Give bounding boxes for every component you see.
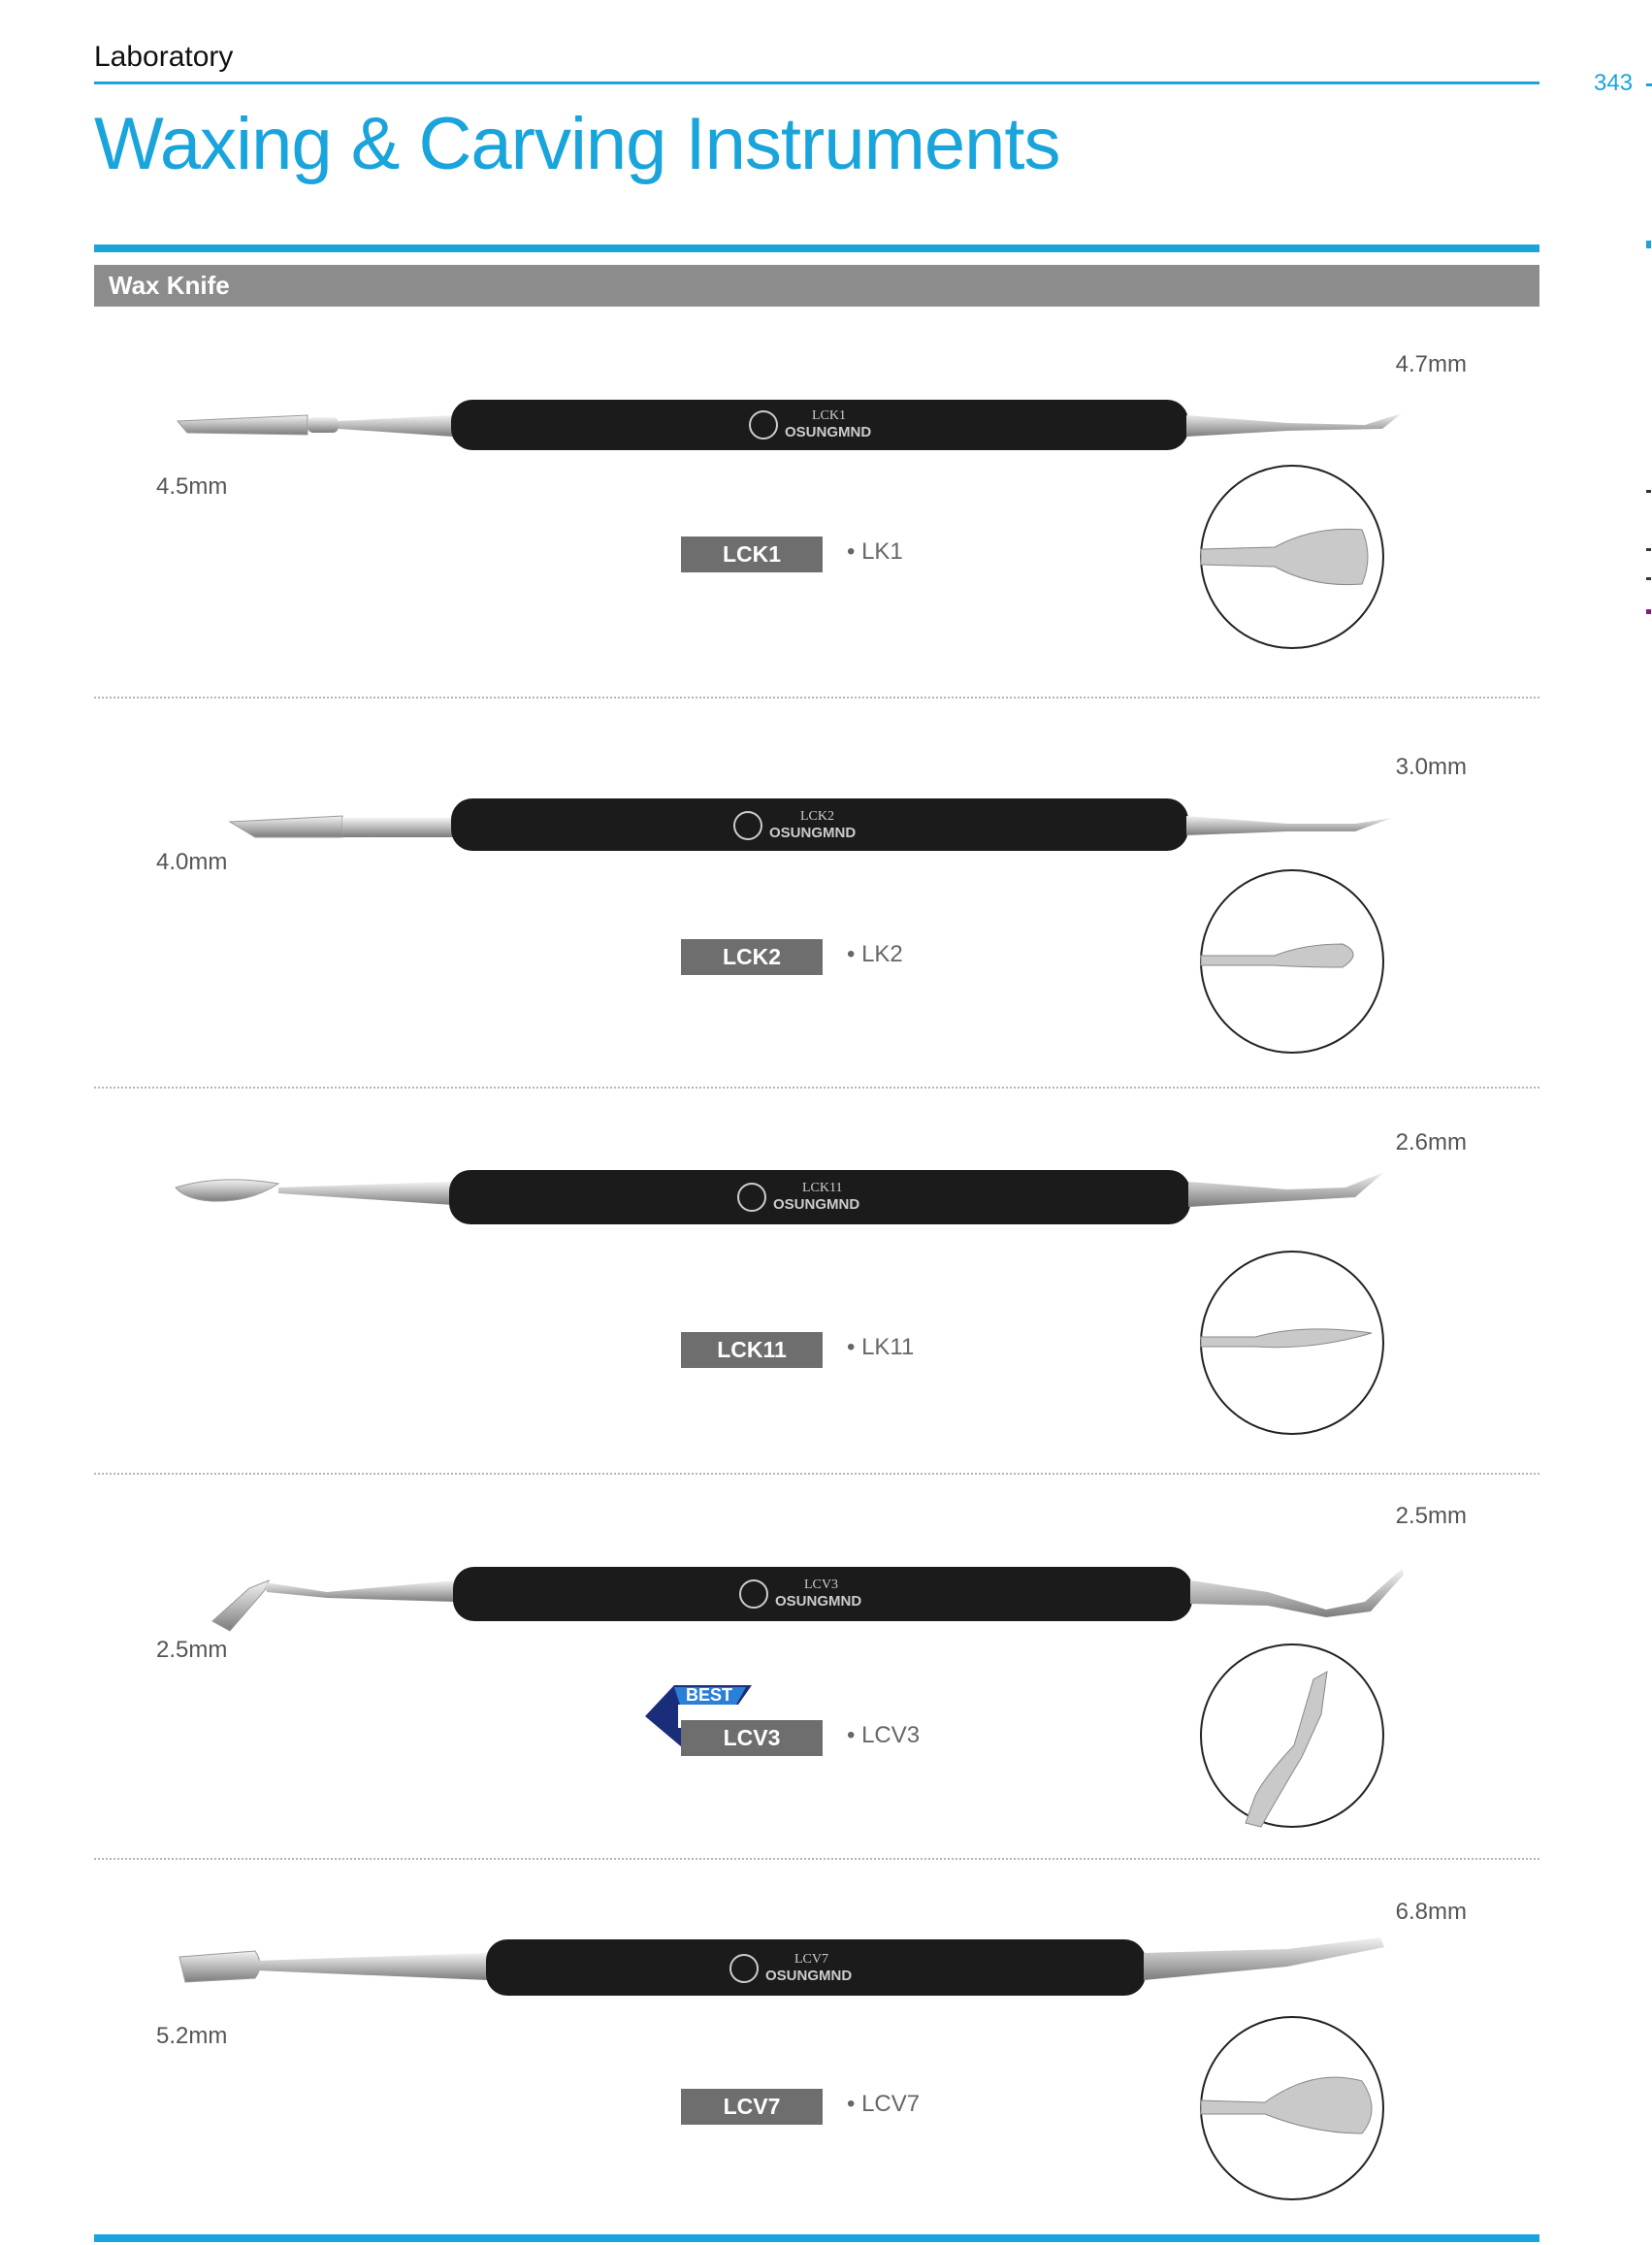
right-tip-dimension: 4.7mm <box>1395 351 1467 377</box>
handle-model-text: LCV7 <box>794 1952 828 1967</box>
product-code-tag: LCV3 <box>681 1720 823 1756</box>
alternate-code: • LK11 <box>847 1334 914 1361</box>
left-tip-dimension: 2.5mm <box>156 1637 228 1663</box>
handle-brand-text: OSUNGMND <box>773 1196 860 1213</box>
section-rule <box>94 244 1539 252</box>
alternate-code: • LK1 <box>847 538 903 566</box>
tip-detail-image <box>1197 1248 1387 1438</box>
row-divider <box>94 1473 1539 1475</box>
handle-model-text: LCV3 <box>804 1578 838 1592</box>
page-title: Waxing & Carving Instruments <box>94 103 1060 185</box>
product-code-tag: LCK1 <box>681 537 823 572</box>
left-tip-dimension: 4.5mm <box>156 473 228 500</box>
product-code-tag: LCK2 <box>681 939 823 975</box>
edge-mark <box>1646 241 1651 248</box>
footer-rule <box>94 2234 1539 2242</box>
edge-mark <box>1646 577 1651 580</box>
product-item <box>94 1125 1539 1455</box>
handle-model-text: LCK2 <box>800 809 834 824</box>
left-tip-dimension: 5.2mm <box>156 2023 228 2049</box>
alternate-code: • LK2 <box>847 941 903 968</box>
product-code-tag: LCK11 <box>681 1332 823 1368</box>
edge-mark <box>1646 548 1651 551</box>
right-tip-dimension: 2.6mm <box>1395 1129 1467 1155</box>
product-item <box>94 1897 1539 2227</box>
row-divider <box>94 1858 1539 1860</box>
instrument-image <box>172 771 1578 878</box>
right-tip-dimension: 3.0mm <box>1395 754 1467 780</box>
row-divider <box>94 1087 1539 1089</box>
tip-detail-image <box>1197 462 1387 652</box>
tip-detail-image <box>1197 2013 1387 2203</box>
product-item <box>94 742 1539 1072</box>
handle-brand-text: OSUNGMND <box>769 825 857 841</box>
section-title: Wax Knife <box>109 271 230 300</box>
edge-mark <box>1646 490 1651 493</box>
handle-model-text: LCK11 <box>802 1181 843 1195</box>
page-number-tick <box>1646 83 1652 86</box>
left-tip-dimension: 4.0mm <box>156 849 228 875</box>
section-header-bar <box>94 265 1539 307</box>
row-divider <box>94 697 1539 699</box>
product-item <box>94 340 1539 699</box>
handle-brand-text: OSUNGMND <box>775 1593 862 1610</box>
header-rule <box>94 81 1539 84</box>
tip-detail-image <box>1197 866 1387 1057</box>
handle-brand-text: OSUNGMND <box>785 424 872 440</box>
handle-brand-text: OSUNGMND <box>765 1968 853 1984</box>
edge-mark <box>1646 609 1651 614</box>
product-code-tag: LCV7 <box>681 2089 823 2125</box>
product-item <box>94 1499 1539 1838</box>
right-tip-dimension: 2.5mm <box>1395 1503 1467 1529</box>
instrument-image <box>172 1145 1578 1252</box>
page-number: 343 <box>1594 70 1634 96</box>
right-tip-dimension: 6.8mm <box>1395 1899 1467 1925</box>
tip-detail-image <box>1197 1641 1387 1831</box>
category-label: Laboratory <box>94 41 234 73</box>
alternate-code: • LCV7 <box>847 2091 920 2118</box>
handle-model-text: LCK1 <box>812 408 846 423</box>
alternate-code: • LCV3 <box>847 1722 920 1749</box>
best-badge-label: BEST <box>686 1685 733 1705</box>
